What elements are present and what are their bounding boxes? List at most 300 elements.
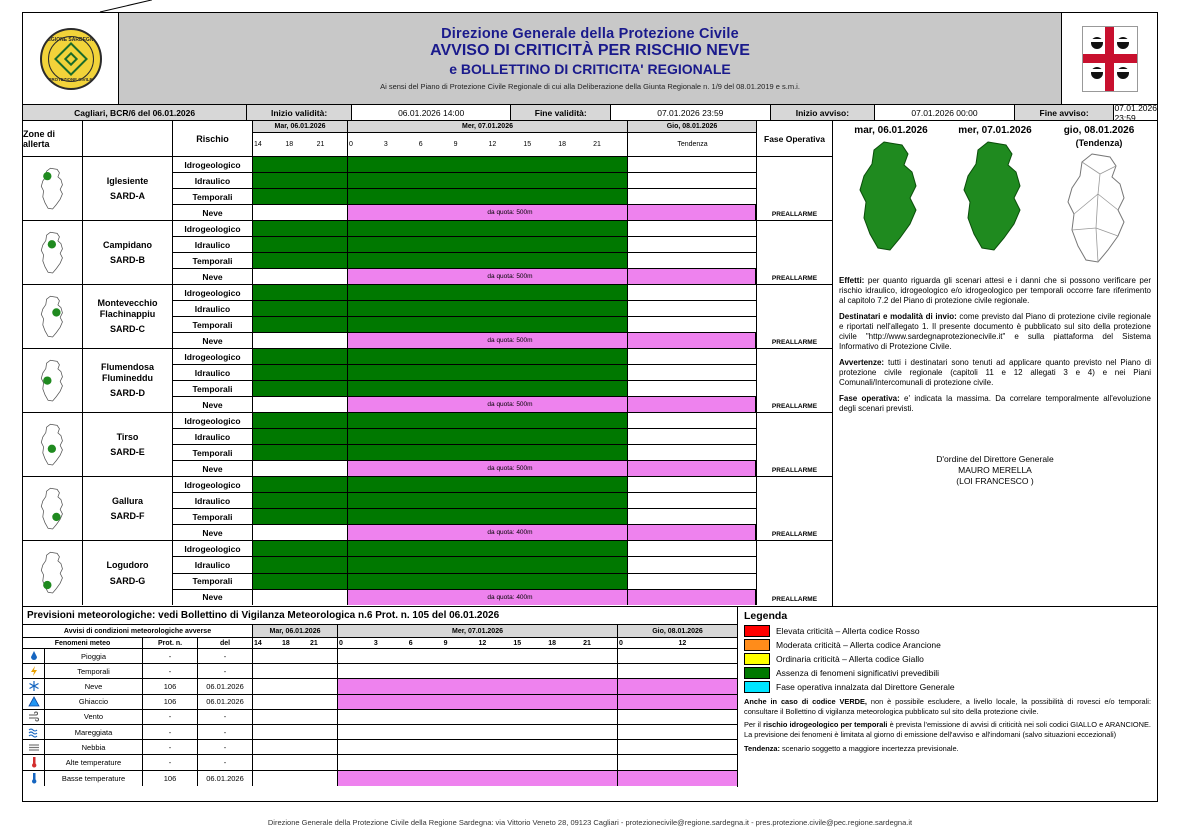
zone-code: SARD-B bbox=[110, 255, 145, 265]
risk-labels bbox=[173, 285, 253, 348]
timeline-segment bbox=[348, 381, 628, 396]
forecast-map-1-caption: mer, 07.01.2026 bbox=[958, 125, 1032, 136]
risk-timeline-row bbox=[253, 557, 756, 573]
inizio-avviso-value: 07.01.2026 00:00 bbox=[875, 105, 1015, 120]
meteo-del-value: 06.01.2026 bbox=[198, 771, 253, 786]
zone-row bbox=[23, 413, 832, 477]
timeline-segment bbox=[348, 301, 628, 316]
hour-0-0: 14 bbox=[254, 141, 262, 148]
timeline-segment bbox=[253, 397, 348, 412]
col-header-zone-name bbox=[83, 121, 173, 156]
zone-mini-map bbox=[23, 221, 83, 284]
timeline-segment bbox=[628, 445, 756, 460]
risk-timeline-row bbox=[253, 157, 756, 173]
meteo-phenomenon-label: Neve bbox=[45, 679, 143, 693]
meteo-timeline-segment bbox=[338, 664, 618, 678]
forecast-map-2-caption2: (Tendenza) bbox=[1075, 138, 1123, 148]
timeline-segment bbox=[253, 205, 348, 220]
meteo-col-prot: Prot. n. bbox=[143, 638, 198, 648]
notes-destinatari bbox=[839, 312, 1151, 352]
zone-mini-map bbox=[23, 477, 83, 540]
risk-timeline-row bbox=[253, 541, 756, 557]
meteo-row bbox=[23, 740, 737, 755]
timeline-segment bbox=[253, 525, 348, 540]
meteo-timeline-segment bbox=[618, 755, 737, 769]
thermometer-high-icon bbox=[23, 755, 45, 769]
hour-1-2: 6 bbox=[418, 141, 423, 148]
zone-mini-map bbox=[23, 157, 83, 220]
risk-label: Idraulico bbox=[173, 557, 252, 573]
timeline-segment bbox=[253, 253, 348, 268]
meteo-hour-0-1: 18 bbox=[282, 639, 290, 647]
fine-validita-value: 07.01.2026 23:59 bbox=[611, 105, 770, 120]
legend-item bbox=[744, 625, 1151, 637]
meteo-timeline-segment bbox=[253, 755, 338, 769]
zone-code: SARD-G bbox=[109, 575, 146, 586]
timeline-segment bbox=[628, 365, 756, 380]
hour-1-0: 0 bbox=[349, 141, 353, 148]
zone-name bbox=[83, 541, 173, 605]
seal-icon bbox=[40, 28, 102, 90]
timeline-segment bbox=[348, 237, 628, 252]
zone-row bbox=[23, 221, 832, 285]
signature-line-2: MAURO MERELLA bbox=[958, 465, 1032, 476]
timeline-segment bbox=[253, 429, 348, 444]
legend-item bbox=[744, 639, 1151, 651]
meteo-timeline-segment bbox=[338, 649, 618, 663]
legend-note-1 bbox=[744, 697, 1151, 716]
notes-effetti bbox=[839, 276, 1151, 306]
risk-timeline-row bbox=[253, 381, 756, 397]
timeline-segment bbox=[348, 157, 628, 172]
timeline-segment bbox=[348, 493, 628, 508]
sardinia-outline-icon bbox=[36, 483, 70, 535]
risk-timeline bbox=[253, 157, 757, 220]
risk-label: Temporali bbox=[173, 574, 252, 590]
header-legal-note: Ai sensi del Piano di Protezione Civile Regionale di cui alla Deliberazione della Giunta Regionale n. 1/9 del 08.01.2019 e s.m.i. bbox=[380, 81, 800, 91]
meteo-timeline bbox=[253, 710, 737, 724]
sardinia-outline-icon bbox=[36, 291, 70, 343]
legend-color-swatch bbox=[744, 681, 770, 693]
timeline-segment bbox=[348, 365, 628, 380]
inizio-avviso-label: Inizio avviso: bbox=[771, 105, 876, 120]
zone-mini-map bbox=[23, 349, 83, 412]
day-label-1: Mer, 07.01.2026 bbox=[348, 121, 628, 132]
risk-timeline-row bbox=[253, 590, 756, 605]
inizio-validita-label: Inizio validità: bbox=[247, 105, 352, 120]
meteo-row bbox=[23, 755, 737, 770]
timeline-segment bbox=[628, 253, 756, 268]
meteo-prot-value: - bbox=[143, 649, 198, 663]
fine-avviso-value: 07.01.2026 23:59 bbox=[1114, 102, 1157, 123]
legend-item-label: Elevata criticità – Allerta codice Rosso bbox=[776, 626, 920, 636]
timeline-segment bbox=[628, 173, 756, 188]
legend-note-3 bbox=[744, 744, 1151, 754]
forecast-map-2 bbox=[1054, 125, 1144, 270]
meteo-hour-1-0: 0 bbox=[339, 639, 343, 647]
meteo-timeline-segment bbox=[618, 679, 737, 693]
timeline-segment bbox=[253, 557, 348, 572]
timeline-segment bbox=[253, 189, 348, 204]
risk-label: Idraulico bbox=[173, 173, 252, 189]
criticality-table bbox=[23, 121, 833, 606]
text-fase-operativa: e' indicata la massima. Da correlare temporalmente all'evoluzione degli scenari previsti. bbox=[839, 394, 1151, 413]
legend-title: Legenda bbox=[744, 610, 788, 622]
timeline-segment bbox=[253, 574, 348, 589]
timeline-segment bbox=[628, 477, 756, 492]
risk-timeline-row bbox=[253, 509, 756, 525]
fine-validita-label: Fine validità: bbox=[511, 105, 611, 120]
risk-label: Idrogeologico bbox=[173, 541, 252, 557]
zone-name-line: Gallura bbox=[111, 495, 143, 506]
timeline-segment bbox=[348, 557, 628, 572]
meteo-col-del: del bbox=[198, 638, 253, 648]
risk-labels bbox=[173, 541, 253, 605]
timeline-segment bbox=[253, 269, 348, 284]
risk-timeline-row bbox=[253, 574, 756, 590]
legend-note-2-b: rischio idrogeologico per temporali bbox=[763, 720, 888, 730]
meteo-timeline-segment bbox=[338, 695, 618, 709]
zone-name-line: Montevecchio bbox=[97, 298, 158, 309]
meteo-hour-1-5: 15 bbox=[513, 639, 522, 647]
zone-name bbox=[83, 349, 173, 412]
zone-name bbox=[83, 413, 173, 476]
text-avvertenze: tutti i destinatari sono tenuti ad applicare quanto previsto nel Piano di protezione civile regionale (capitoli 11 e 12 allegati 3 e 4) e nei Piani Comunali/Intercomunali di protezione civile. bbox=[839, 358, 1151, 387]
forecast-map-0-caption: mar, 06.01.2026 bbox=[854, 125, 928, 136]
legend-color-swatch bbox=[744, 667, 770, 679]
risk-timeline-row bbox=[253, 397, 756, 412]
timeline-segment bbox=[628, 189, 756, 204]
forecast-maps bbox=[839, 125, 1151, 270]
wind-icon bbox=[23, 710, 45, 724]
hour-1-7: 21 bbox=[593, 141, 601, 148]
legend-note-2-a: Per il bbox=[744, 720, 764, 730]
meteo-row bbox=[23, 695, 737, 710]
risk-timeline-row bbox=[253, 237, 756, 253]
meteo-hour-2-0: 0 bbox=[619, 639, 623, 647]
text-destinatari: come previsto dal Piano di protezione civile regionale e riportati nell'allegato 1. Il presente documento è pubblicato sul sito della protezione civile "http://www.sardegnaprotezionecivile.it" e sulla piattaforma del Sistema Informativo di Protezione Civile. bbox=[839, 312, 1151, 351]
timeline-segment bbox=[253, 477, 348, 492]
zone-row bbox=[23, 541, 832, 605]
legend-color-swatch bbox=[744, 625, 770, 637]
main-body bbox=[23, 121, 1157, 607]
leader-line bbox=[92, 0, 152, 12]
timeline-segment bbox=[253, 590, 348, 605]
meteo-row bbox=[23, 664, 737, 679]
fase-operativa-value: PREALLARME bbox=[771, 467, 818, 474]
risk-timeline-row bbox=[253, 477, 756, 493]
risk-labels bbox=[173, 221, 253, 284]
zone-code: SARD-E bbox=[110, 447, 145, 457]
timeline-segment bbox=[628, 349, 756, 364]
zone-code: SARD-A bbox=[110, 191, 145, 201]
inizio-validita-value: 06.01.2026 14:00 bbox=[352, 105, 511, 120]
fase-operativa-value: PREALLARME bbox=[771, 596, 818, 603]
meteo-hour-2-1: 12 bbox=[678, 639, 687, 647]
fog-icon bbox=[23, 740, 45, 754]
meteo-day-1: Mer, 07.01.2026 bbox=[338, 625, 618, 637]
meteo-prot-value: 106 bbox=[143, 695, 198, 709]
snow-quota-label: da quota: 500m bbox=[487, 401, 533, 408]
legend-note-1-bold: Anche in caso di codice VERDE, bbox=[744, 697, 867, 706]
timeline-segment bbox=[253, 365, 348, 380]
notes-fase-operativa bbox=[839, 394, 1151, 414]
meteo-col-avvisi: Avvisi di condizioni meteorologiche avverse bbox=[23, 625, 253, 637]
signature-block bbox=[839, 454, 1151, 487]
legend-panel bbox=[738, 607, 1157, 787]
col-header-rischio: Rischio bbox=[173, 121, 253, 156]
label-effetti: Effetti: bbox=[839, 276, 865, 285]
waves-icon bbox=[23, 725, 45, 739]
hour-1-3: 9 bbox=[453, 141, 458, 148]
meteo-header-row-1 bbox=[23, 625, 737, 638]
meteo-prot-value: 106 bbox=[143, 771, 198, 786]
risk-label: Idraulico bbox=[173, 429, 252, 445]
meteo-timeline bbox=[253, 725, 737, 739]
sardinia-outline-icon bbox=[36, 547, 70, 599]
risk-timeline-row bbox=[253, 269, 756, 284]
meteo-phenomenon-label: Ghiaccio bbox=[45, 695, 143, 709]
meteo-timeline bbox=[253, 649, 737, 663]
meteo-title: Previsioni meteorologiche: vedi Bollettino di Vigilanza Meteorologica n.6 Prot. n. 105 del 06.01.2026 bbox=[23, 607, 737, 625]
legend-item-label: Assenza di fenomeni significativi prevedibili bbox=[776, 668, 939, 678]
meteo-row bbox=[23, 710, 737, 725]
header-title-sub: e BOLLETTINO DI CRITICITA' REGIONALE bbox=[449, 60, 731, 77]
timeline-segment bbox=[253, 221, 348, 236]
zone-mini-map bbox=[23, 413, 83, 476]
timeline-days bbox=[253, 121, 756, 133]
meteo-timeline-segment bbox=[253, 710, 338, 724]
risk-labels bbox=[173, 349, 253, 412]
timeline-segment bbox=[628, 541, 756, 556]
timeline-segment bbox=[348, 317, 628, 332]
risk-label: Temporali bbox=[173, 445, 252, 461]
meteo-row bbox=[23, 679, 737, 694]
risk-timeline bbox=[253, 541, 757, 605]
meteo-timeline-segment bbox=[253, 695, 338, 709]
meteo-phenomenon-label: Mareggiata bbox=[45, 725, 143, 739]
risk-timeline-row bbox=[253, 221, 756, 237]
zone-name-line: Logudoro bbox=[106, 560, 149, 571]
notes-avvertenze bbox=[839, 358, 1151, 388]
hour-1-6: 18 bbox=[558, 141, 567, 148]
meteo-timeline-segment bbox=[618, 725, 737, 739]
snow-quota-label: da quota: 500m bbox=[487, 273, 533, 280]
day-label-2: Gio, 08.01.2026 bbox=[628, 121, 756, 132]
meteo-hour-0-0: 14 bbox=[254, 639, 262, 647]
risk-label: Temporali bbox=[173, 381, 252, 397]
timeline-segment bbox=[253, 301, 348, 316]
shield-icon bbox=[1082, 26, 1138, 92]
legend-item bbox=[744, 681, 1151, 693]
risk-label: Neve bbox=[202, 527, 223, 538]
fase-operativa-value: PREALLARME bbox=[771, 275, 818, 282]
header-titles bbox=[119, 13, 1061, 104]
sardinia-outline-icon bbox=[36, 419, 70, 471]
risk-timeline-row bbox=[253, 445, 756, 461]
risk-labels bbox=[173, 413, 253, 476]
meteo-timeline-segment bbox=[618, 710, 737, 724]
timeline-segment bbox=[348, 349, 628, 364]
meteo-prot-value: 106 bbox=[143, 679, 198, 693]
risk-label: Temporali bbox=[173, 509, 252, 525]
meteo-hour-1-2: 6 bbox=[408, 639, 413, 647]
risk-label: Neve bbox=[202, 463, 223, 474]
risk-timeline-row bbox=[253, 349, 756, 365]
zone-name bbox=[83, 285, 173, 348]
zone-name-line: Tirso bbox=[116, 431, 139, 442]
meteo-row bbox=[23, 649, 737, 664]
zone-name-line: Flumendosa bbox=[100, 362, 154, 373]
meteo-timeline-segment bbox=[338, 755, 618, 769]
regione-sardegna-logo bbox=[23, 13, 119, 104]
meteo-hour-1-3: 9 bbox=[443, 639, 448, 647]
meteo-phenomenon-label: Pioggia bbox=[45, 649, 143, 663]
meteo-timeline-segment bbox=[338, 771, 618, 786]
legend-color-swatch bbox=[744, 639, 770, 651]
col-header-timeline bbox=[253, 121, 757, 156]
meteo-timeline-segment bbox=[338, 740, 618, 754]
meteo-timeline-segment bbox=[253, 679, 338, 693]
meteo-timeline-segment bbox=[253, 664, 338, 678]
timeline-segment bbox=[348, 173, 628, 188]
meteo-hours bbox=[253, 638, 737, 648]
timeline-segment bbox=[628, 301, 756, 316]
timeline-segment bbox=[348, 429, 628, 444]
text-effetti: per quanto riguarda gli scenari attesi e i danni che si possono verificare per rischio idraulico, idrogeologico e/o idrogeologico per temporali occorre fare riferimento al capitolo 7.2 del Piano di protezione civile regionale. bbox=[839, 276, 1151, 305]
meteo-timeline bbox=[253, 695, 737, 709]
legend-note-2-c: è prevista l'emissione di avvisi di criticità nei soli codici GIALLO e ARANCIONE. La previsione dei fenomeni è limitata al giorno di emissione dell'avviso e all'indomani (salvo situazioni eccezionali) bbox=[744, 720, 1151, 739]
meteo-phenomenon-label: Alte temperature bbox=[45, 755, 143, 769]
ice-icon bbox=[23, 695, 45, 709]
meteo-header-row-2 bbox=[23, 638, 737, 649]
legend-item-label: Ordinaria criticità – Allerta codice Giallo bbox=[776, 654, 924, 664]
fase-operativa-value: PREALLARME bbox=[771, 403, 818, 410]
risk-label: Temporali bbox=[173, 317, 252, 333]
sardinia-outline-icon bbox=[36, 227, 70, 279]
hour-1-5: 15 bbox=[523, 141, 532, 148]
risk-label: Neve bbox=[202, 399, 223, 410]
zone-name-line: Flumineddu bbox=[102, 372, 153, 383]
risk-timeline-row bbox=[253, 205, 756, 220]
meteo-row bbox=[23, 725, 737, 740]
meteo-timeline-segment bbox=[253, 725, 338, 739]
four-moors-emblem bbox=[1061, 13, 1157, 104]
legend-items-container bbox=[744, 625, 1151, 693]
meteo-day-2: Gio, 08.01.2026 bbox=[618, 625, 737, 637]
thermometer-low-icon bbox=[23, 771, 45, 786]
risk-label: Idrogeologico bbox=[173, 285, 252, 301]
risk-timeline-row bbox=[253, 461, 756, 476]
risk-timeline-row bbox=[253, 285, 756, 301]
risk-label: Idraulico bbox=[173, 365, 252, 381]
meteo-prot-value: - bbox=[143, 725, 198, 739]
hour-1-1: 3 bbox=[383, 141, 388, 148]
meteo-hour-1-6: 18 bbox=[548, 639, 557, 647]
legend-note-1-text: non è possibile escludere, a livello locale, la possibilità di rovesci e/o temporali: consultare il Bollettino di vigilanza meteorologica pubblicato sul sito della protezione civile. bbox=[744, 697, 1151, 716]
timeline-segment bbox=[253, 333, 348, 348]
signature-line-3: (LOI FRANCESCO ) bbox=[956, 476, 1034, 487]
zone-name bbox=[83, 157, 173, 220]
document-page bbox=[22, 12, 1158, 827]
risk-label: Idrogeologico bbox=[173, 157, 252, 173]
seal-top-text: REGIONE SARDEGNA bbox=[43, 36, 98, 43]
snow-quota-label: da quota: 500m bbox=[487, 209, 533, 216]
timeline-hours bbox=[253, 133, 756, 156]
risk-label: Neve bbox=[202, 335, 223, 346]
timeline-segment bbox=[348, 413, 628, 428]
fine-avviso-label: Fine avviso: bbox=[1015, 105, 1115, 120]
timeline-segment bbox=[253, 541, 348, 556]
risk-labels bbox=[173, 477, 253, 540]
forecast-map-2-caption: gio, 08.01.2026 bbox=[1063, 125, 1135, 136]
timeline-segment bbox=[628, 237, 756, 252]
meteo-del-value: - bbox=[198, 740, 253, 754]
meteo-timeline bbox=[253, 771, 737, 786]
validity-bar bbox=[23, 102, 1157, 123]
timeline-segment bbox=[628, 574, 756, 589]
zone-name-line: Campidano bbox=[102, 239, 152, 250]
zone-mini-map bbox=[23, 285, 83, 348]
meteo-rows-container bbox=[23, 649, 737, 786]
meteo-phenomenon-label: Nebbia bbox=[45, 740, 143, 754]
timeline-segment bbox=[628, 221, 756, 236]
meteo-timeline-segment bbox=[618, 771, 737, 786]
label-fase-operativa: Fase operativa: bbox=[839, 394, 900, 403]
timeline-segment bbox=[253, 317, 348, 332]
risk-label: Neve bbox=[202, 592, 223, 603]
hour-2-0: Tendenza bbox=[677, 141, 708, 148]
timeline-segment bbox=[348, 509, 628, 524]
meteo-row bbox=[23, 771, 737, 786]
meteo-del-value: - bbox=[198, 649, 253, 663]
sardinia-outline-icon bbox=[36, 355, 70, 407]
legend-note-3-text: scenario soggetto a maggiore incertezza previsionale. bbox=[780, 743, 959, 753]
meteo-timeline-segment bbox=[253, 771, 338, 786]
risk-timeline-row bbox=[253, 493, 756, 509]
raindrop-icon bbox=[23, 649, 45, 663]
timeline-segment bbox=[628, 413, 756, 428]
meteo-prot-value: - bbox=[143, 740, 198, 754]
risk-timeline bbox=[253, 349, 757, 412]
meteo-del-value: 06.01.2026 bbox=[198, 679, 253, 693]
risk-timeline-row bbox=[253, 429, 756, 445]
meteo-timeline-segment bbox=[338, 710, 618, 724]
timeline-segment bbox=[348, 477, 628, 492]
zone-name bbox=[83, 221, 173, 284]
risk-timeline-row bbox=[253, 413, 756, 429]
snow-quota-label: da quota: 400m bbox=[487, 593, 533, 601]
timeline-segment bbox=[628, 509, 756, 524]
meteo-prot-value: - bbox=[143, 710, 198, 724]
risk-timeline bbox=[253, 285, 757, 348]
risk-timeline bbox=[253, 413, 757, 476]
risk-label: Neve bbox=[202, 271, 223, 282]
zone-name bbox=[83, 477, 173, 540]
zone-name-line: Iglesiente bbox=[106, 175, 149, 186]
risk-timeline-row bbox=[253, 365, 756, 381]
signature-line-1: D'ordine del Direttore Generale bbox=[936, 454, 1054, 464]
snow-quota-label: da quota: 500m bbox=[487, 337, 533, 344]
timeline-segment bbox=[253, 493, 348, 508]
timeline-segment bbox=[253, 413, 348, 428]
risk-timeline-row bbox=[253, 317, 756, 333]
label-destinatari: Destinatari e modalità di invio: bbox=[839, 312, 957, 321]
meteo-timeline bbox=[253, 664, 737, 678]
right-panel bbox=[833, 121, 1157, 606]
risk-label: Neve bbox=[202, 207, 223, 218]
risk-timeline-row bbox=[253, 301, 756, 317]
